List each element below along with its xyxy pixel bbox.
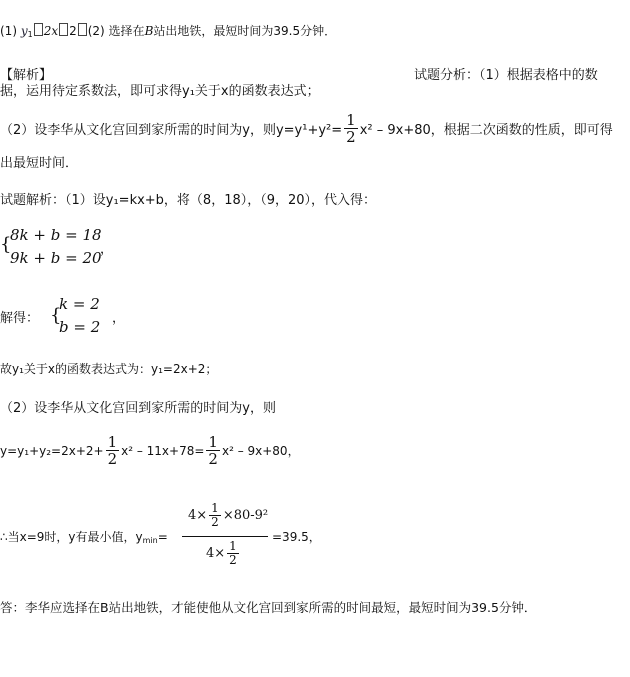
denominator-four: 4× (206, 546, 226, 561)
min-numerator (188, 502, 268, 529)
numerator-four: 4× (188, 508, 208, 523)
solution-part-2: （2）设李华从文化宫回到家所需的时间为y，则 (0, 401, 276, 416)
part-1-label: (1) (0, 24, 21, 38)
fraction-numerator: 1 (208, 433, 218, 451)
part-2-tail: 站出地铁，最短时间为39.5分钟． (153, 24, 337, 38)
fraction-half (106, 434, 120, 467)
analysis-intro-right: 试题分析：（1）根据表格中的数 (414, 68, 598, 83)
solved-label: 解得： (0, 311, 40, 326)
min-value-text: ∴当x=9时，y有最小值，y (0, 530, 143, 544)
fraction-numerator: 1 (211, 501, 219, 515)
function-expression-line: 故y₁关于x的函数表达式为：y₁=2x+2； (0, 362, 218, 376)
missing-glyph-icon (59, 23, 68, 36)
station-b: B (144, 24, 154, 38)
fraction-half (227, 540, 239, 567)
comma: ， (112, 311, 126, 326)
fraction-numerator: 1 (229, 539, 237, 553)
constant-two: 2 (69, 24, 77, 38)
brace-icon: { (50, 305, 62, 326)
y-expression-start: y=y₁+y₂=2x+2+ (0, 443, 104, 458)
answer-summary-line (0, 22, 336, 39)
brace-icon: { (0, 234, 12, 255)
equation-2a: k = 2 (59, 295, 100, 313)
numerator-rest: ×80-9² (222, 508, 269, 523)
equation-2b: b = 2 (59, 318, 101, 336)
min-denominator (206, 540, 241, 567)
analysis-line-3-start: （2）设李华从文化宫回到家所需的时间为y，则y=y¹+y²= (0, 123, 343, 138)
fraction-denominator: 2 (229, 553, 237, 567)
missing-glyph-icon (78, 23, 87, 36)
analysis-line-3 (0, 112, 613, 145)
analysis-line-2: 据，运用待定系数法，即可求得y₁关于x的函数表达式； (0, 84, 320, 99)
two-x: 2x (43, 24, 59, 38)
fraction-half (206, 434, 220, 467)
solution-line-1: 试题解析：（1）设y₁=kx+b，将（8，18），（9，20），代入得： (0, 193, 377, 208)
min-value-fraction (182, 500, 268, 580)
part-2-text: (2) 选择在 (87, 24, 145, 38)
y-expression-end: x² – 9x+80， (221, 444, 300, 458)
final-answer: 答：李华应选择在B站出地铁，才能使他从文化宫回到家所需的时间最短，最短时间为39.5分钟． (0, 600, 537, 615)
y-expression-line (0, 434, 300, 467)
subscript-1: 1 (27, 30, 33, 39)
fraction-half (209, 502, 221, 529)
analysis-heading: 【解析】 (0, 68, 53, 83)
fraction-denominator: 2 (107, 450, 118, 468)
y-expression-middle: x² – 11x+78= (121, 443, 205, 458)
equation-1b: 9k + b = 20 (10, 249, 102, 267)
main-fraction-bar (182, 536, 268, 537)
comma: ， (100, 242, 114, 257)
missing-glyph-icon (34, 23, 43, 36)
min-value-line (0, 528, 168, 545)
y-symbol: y (20, 24, 28, 38)
fraction-numerator: 1 (107, 433, 118, 451)
equation-1a: 8k + b = 18 (10, 226, 102, 244)
fraction-denominator: 2 (211, 515, 219, 529)
fraction-half (344, 112, 358, 145)
analysis-line-3-end: x² – 9x+80，根据二次函数的性质，即可得 (359, 123, 613, 138)
analysis-line-4: 出最短时间． (0, 156, 79, 171)
equals-sign: = (157, 530, 168, 544)
fraction-numerator: 1 (346, 111, 356, 129)
min-subscript: min (142, 536, 158, 545)
min-result: =39.5， (272, 530, 321, 544)
fraction-denominator: 2 (346, 128, 356, 146)
fraction-denominator: 2 (208, 450, 218, 468)
